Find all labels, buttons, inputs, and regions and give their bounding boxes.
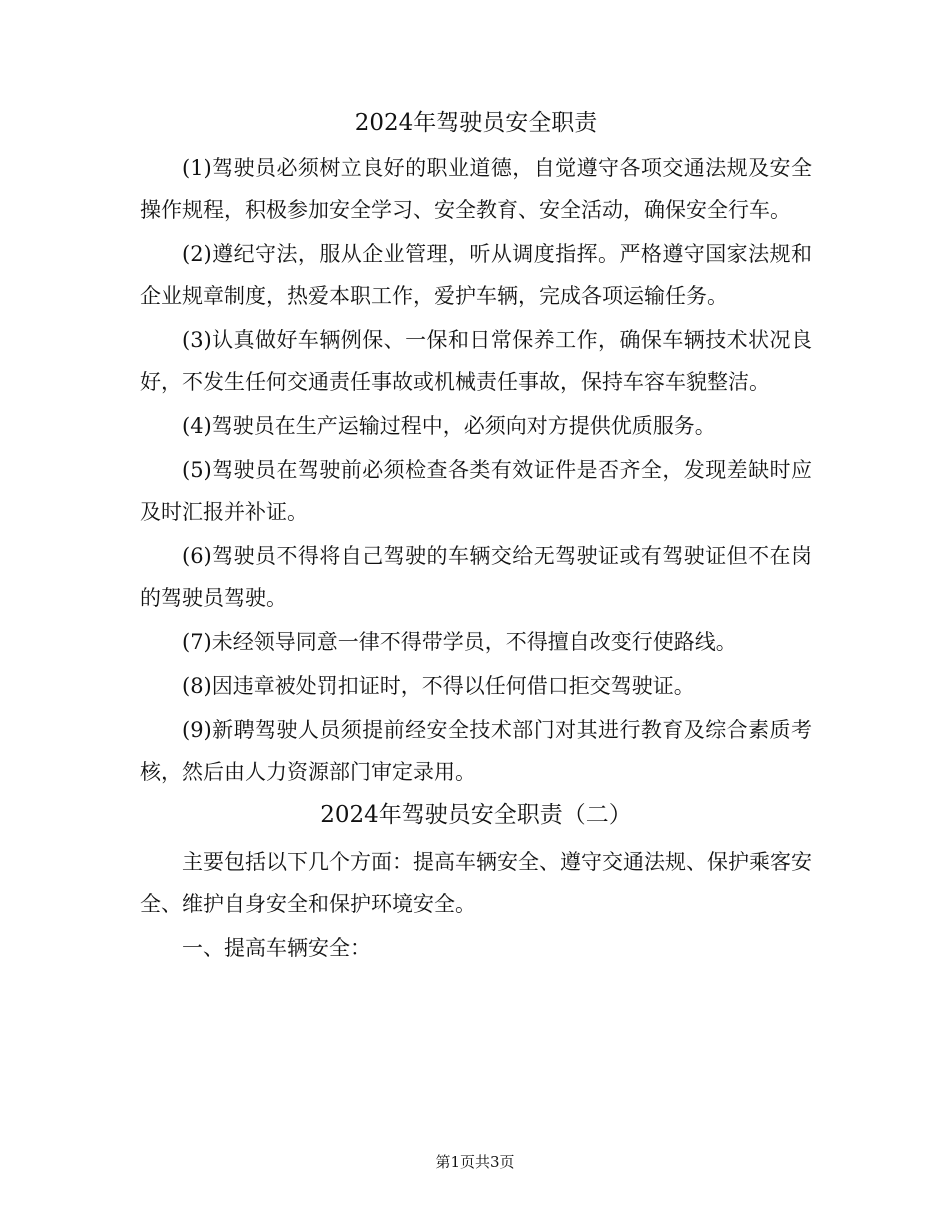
document-title: 2024年驾驶员安全职责 — [354, 110, 598, 136]
paragraph-1: (1)驾驶员必须树立良好的职业道德，自觉遵守各项交通法规及安全操作规程，积极参加安全学习、安全教育、安全活动，确保安全行车。 — [140, 156, 812, 222]
paragraph-5: (5)驾驶员在驾驶前必须检查各类有效证件是否齐全，发现差缺时应及时汇报并补证。 — [140, 458, 812, 524]
paragraph-2: (2)遵纪守法，服从企业管理，听从调度指挥。严格遵守国家法规和企业规章制度，热爱本职工作，爱护车辆，完成各项运输任务。 — [140, 242, 812, 308]
paragraph-6: (6)驾驶员不得将自己驾驶的车辆交给无驾驶证或有驾驶证但不在岗的驾驶员驾驶。 — [140, 544, 812, 610]
paragraph-intro: 主要包括以下几个方面：提高车辆安全、遵守交通法规、保护乘客安全、维护自身安全和保护环境安全。 — [140, 850, 812, 916]
page-number: 第1页共3页 — [435, 1153, 515, 1171]
paragraph-4: (4)驾驶员在生产运输过程中，必须向对方提供优质服务。 — [182, 414, 716, 438]
paragraph-8: (8)因违章被处罚扣证时，不得以任何借口拒交驾驶证。 — [182, 674, 695, 698]
paragraph-7: (7)未经领导同意一律不得带学员，不得擅自改变行使路线。 — [182, 630, 737, 654]
document-content — [140, 103, 812, 969]
section-title: 2024年驾驶员安全职责（二） — [320, 802, 632, 828]
paragraph-9: (9)新聘驾驶人员须提前经安全技术部门对其进行教育及综合素质考核，然后由人力资源部门审定录用。 — [140, 718, 812, 784]
paragraph-heading-1: 一、提高车辆安全： — [182, 936, 371, 960]
paragraph-3: (3)认真做好车辆例保、一保和日常保养工作，确保车辆技术状况良好，不发生任何交通责任事故或机械责任事故，保持车容车貌整洁。 — [140, 328, 812, 394]
